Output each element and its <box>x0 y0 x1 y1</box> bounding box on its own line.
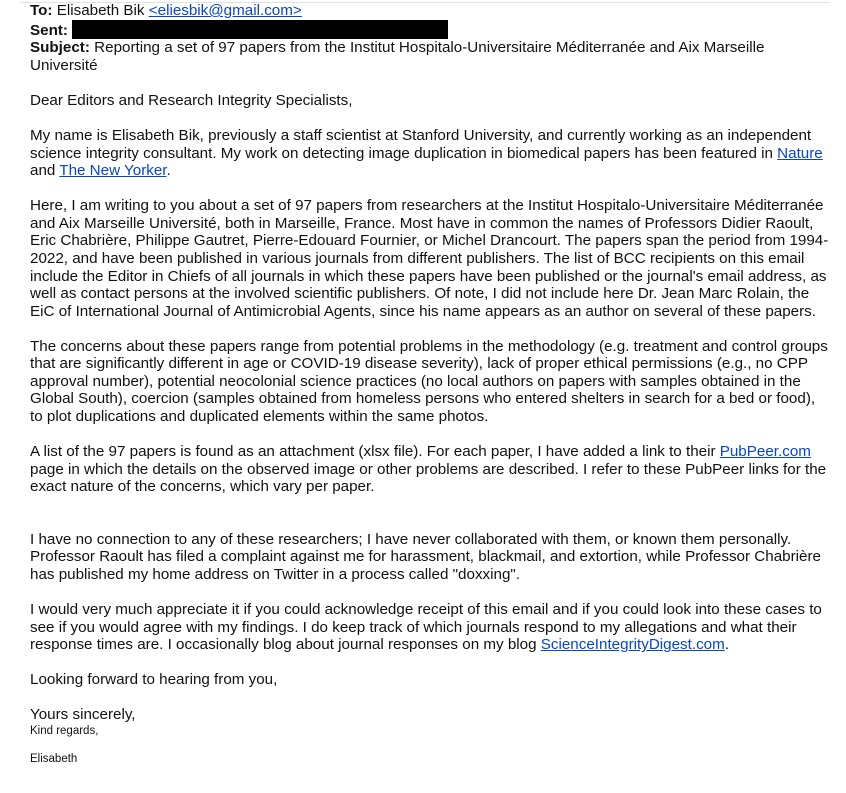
to-line <box>30 2 830 20</box>
intro-and: and <box>30 162 60 180</box>
attachment-text-end: page in which the details on the observed image or other problems are described. I refer to these PubPeer links for the exact nature of the concerns, which vary per paper. <box>30 460 827 496</box>
paragraph-connection: I have no connection to any of these researchers; I have never collaborated with them, or known them personally. Professor Raoult has filed a complaint against me for harassment, blackmail, and extortion, while Professor Chabrière has published my home address on Twitter in a process called "doxxing". <box>30 530 821 583</box>
intro-end: . <box>166 162 171 180</box>
request-text: I would very much appreciate it if you could acknowledge receipt of this email and if you could look into these cases to see if you would agree with my findings. I do keep track of which journals respond to my allegations and what their response times are. I occasionally blog about journal responses on my blog <box>30 600 822 654</box>
new-yorker-link[interactable]: The New Yorker <box>59 162 167 180</box>
intro-text: My name is Elisabeth Bik, previously a staff scientist at Stanford University, and currently working as an independent science integrity consultant. My work on detecting image duplication in biomedical papers has been featured in <box>30 126 812 162</box>
closing-sincerely: Yours sincerely, <box>30 706 136 724</box>
kind-regards: Kind regards, <box>30 724 99 737</box>
paragraph-papers: Here, I am writing to you about a set of 97 papers from researchers at the Institut Hospitalo-Universitaire Méditerranée and Aix Marseille Université, both in Marseille, France. Most have in common the names of Professors Didier Raoult, Eric Chabrière, Philippe Gautret, Pierre-Edouard Fournier, or Michel Drancourt. The papers span the period from 1994-2022, and have been published in various journals from different publishers. The list of BCC recipients on this email include the Editor in Chiefs of all journals in which these papers have been published or the journal's email address, as well as contact persons at the involved scientific publishers. Of note, I did not include here Dr. Jean Marc Rolain, the EiC of International Journal of Antimicrobial Agents, since his name appears as an author on several of these papers. <box>30 197 829 320</box>
nature-link[interactable]: Nature <box>777 144 823 162</box>
closing-looking-forward: Looking forward to hearing from you, <box>30 671 278 689</box>
paragraph-concerns: The concerns about these papers range from potential problems in the methodology (e.g. treatment and control groups that are significantly different in age or COVID-19 disease severity), lack of proper ethical permissions (e.g., no CPP approval number), potential neocolonial science practices (no local authors on papers with samples obtained in the Global South), coercion (samples obtained from homeless persons who entered shelters in search for a bed or food), to plot duplications and duplicated elements within the same photos. <box>30 337 828 426</box>
paragraph-intro <box>30 127 830 180</box>
to-label: To: <box>30 2 53 19</box>
subject-label: Subject: <box>30 39 90 57</box>
redaction-bar <box>72 20 448 39</box>
greeting: Dear Editors and Research Integrity Specialists, <box>30 91 353 109</box>
to-email-link[interactable]: <eliesbik@gmail.com> <box>148 2 302 19</box>
sent-line <box>30 20 830 40</box>
paragraph-attachment <box>30 443 830 496</box>
to-name: Elisabeth Bik <box>56 2 145 19</box>
email-message <box>30 2 830 766</box>
blog-link[interactable]: ScienceIntegrityDigest.com <box>540 636 725 654</box>
request-end: . <box>724 636 730 654</box>
pubpeer-link[interactable]: PubPeer.com <box>719 443 811 461</box>
attachment-text: A list of the 97 papers is found as an attachment (xlsx file). For each paper, I have added a link to their <box>30 443 720 461</box>
paragraph-request <box>30 601 830 654</box>
sent-label: Sent: <box>30 21 68 39</box>
subject-line <box>30 39 830 74</box>
subject-text: Reporting a set of 97 papers from the Institut Hospitalo-Universitaire Méditerranée and Aix Marseille Université <box>30 39 765 74</box>
signature: Elisabeth <box>30 752 78 765</box>
